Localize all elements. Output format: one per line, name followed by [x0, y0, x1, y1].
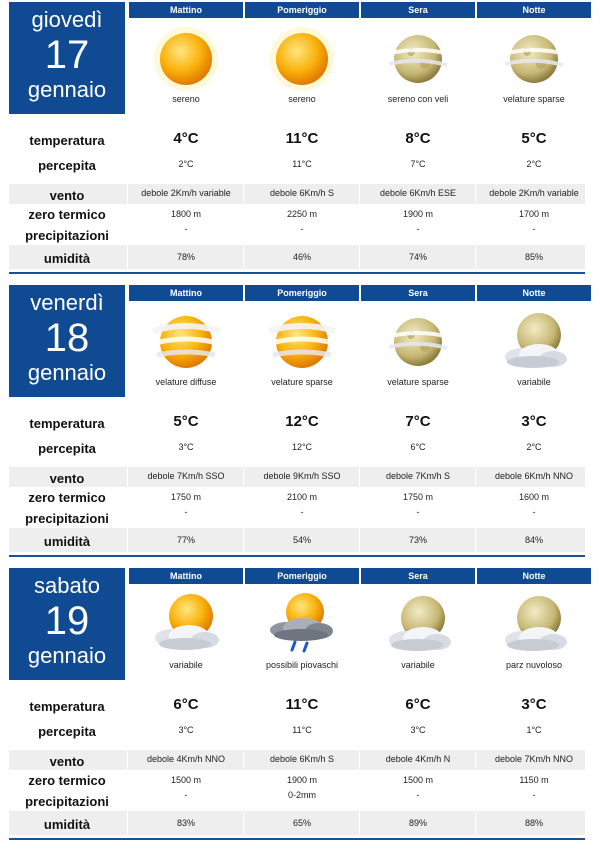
label-zero-termico: zero termico [28, 773, 106, 788]
temperature-value: 11°C [285, 130, 319, 147]
temperature-value: 11°C [285, 696, 319, 713]
period-header: Pomeriggio [245, 285, 359, 301]
zero-termico-value: 1500 m [402, 775, 434, 785]
perceived-value: 1°C [526, 725, 542, 735]
zero-termico-value: 1600 m [518, 492, 550, 502]
divider [127, 750, 128, 770]
label-precipitazioni: precipitazioni [25, 228, 109, 243]
temperature-value: 3°C [521, 696, 547, 713]
wind-value: debole 6Km/h ESE [379, 188, 457, 198]
divider [475, 750, 476, 770]
weather-description: velature sparse [503, 94, 565, 104]
sun-icon [129, 18, 243, 88]
perceived-value: 2°C [526, 442, 542, 452]
perceived-value: 3°C [178, 725, 194, 735]
temperature-value: 3°C [521, 413, 547, 430]
weather-description: velature sparse [271, 377, 333, 387]
period-column [245, 285, 359, 397]
label-temperatura: temperatura [29, 133, 105, 148]
temperature-value: 7°C [405, 413, 431, 430]
weather-description: possibili piovaschi [265, 660, 339, 670]
sun-veiled-icon [129, 301, 243, 371]
perceived-value: 7°C [410, 159, 426, 169]
divider [359, 245, 360, 269]
temperature-value: 4°C [173, 130, 199, 147]
moon-cloud-icon [361, 584, 475, 654]
precipitation-value: - [532, 507, 536, 517]
weather-description: velature sparse [387, 377, 449, 387]
perceived-value: 2°C [526, 159, 542, 169]
precipitation-value: - [184, 507, 188, 517]
precipitation-value: - [416, 507, 420, 517]
divider [359, 528, 360, 552]
day-number: 19 [44, 599, 90, 643]
period-header: Notte [477, 285, 591, 301]
label-zero-termico: zero termico [28, 207, 106, 222]
period-header: Sera [361, 2, 475, 18]
day-number: 17 [44, 33, 90, 77]
moon-veiled-icon [361, 301, 475, 371]
wind-value: debole 6Km/h S [269, 188, 335, 198]
humidity-value: 88% [524, 818, 543, 828]
moon-cloud-icon [477, 301, 591, 371]
zero-termico-value: 2100 m [286, 492, 318, 502]
divider [243, 467, 244, 487]
period-header: Mattino [129, 2, 243, 18]
perceived-value: 3°C [410, 725, 426, 735]
divider [127, 245, 128, 269]
weather-description: sereno [288, 94, 316, 104]
period-header: Sera [361, 285, 475, 301]
period-column [129, 2, 243, 114]
divider [243, 245, 244, 269]
label-temperatura: temperatura [29, 699, 105, 714]
divider [243, 750, 244, 770]
period-column [477, 2, 591, 114]
label-temperatura: temperatura [29, 416, 105, 431]
divider [243, 811, 244, 835]
divider [243, 184, 244, 204]
divider [359, 811, 360, 835]
period-header: Mattino [129, 568, 243, 584]
sun-cloud-icon [129, 584, 243, 654]
wind-value: debole 2Km/h variable [489, 188, 579, 198]
zero-termico-value: 1750 m [170, 492, 202, 502]
divider [127, 528, 128, 552]
zero-termico-value: 1900 m [286, 775, 318, 785]
divider [359, 467, 360, 487]
zero-termico-value: 1150 m [519, 775, 549, 785]
divider [475, 811, 476, 835]
divider [359, 184, 360, 204]
period-header: Pomeriggio [245, 568, 359, 584]
label-percepita: percepita [38, 158, 96, 173]
humidity-value: 73% [408, 535, 427, 545]
precipitation-value: - [300, 224, 304, 234]
day-forecast [9, 285, 585, 557]
zero-termico-value: 1750 m [402, 492, 434, 502]
weather-description: variabile [169, 660, 203, 670]
wind-value: debole 2Km/h variable [141, 188, 231, 198]
wind-value: debole 7Km/h SSO [147, 471, 225, 481]
temperature-value: 6°C [173, 696, 199, 713]
zero-termico-value: 1800 m [170, 209, 202, 219]
period-column [129, 568, 243, 680]
precipitation-value: - [184, 224, 188, 234]
perceived-value: 12°C [291, 442, 313, 452]
divider [127, 184, 128, 204]
weekday: giovedì [31, 7, 103, 32]
month: gennaio [27, 360, 107, 385]
temperature-value: 5°C [173, 413, 199, 430]
wind-value: debole 7Km/h NNO [494, 754, 574, 764]
wind-value: debole 6Km/h S [269, 754, 335, 764]
period-header: Sera [361, 568, 475, 584]
temperature-value: 5°C [521, 130, 547, 147]
sun-icon [245, 18, 359, 88]
label-vento: vento [49, 754, 85, 769]
zero-termico-value: 2250 m [286, 209, 318, 219]
precipitation-value: - [416, 224, 420, 234]
moon-cloud-icon [477, 584, 591, 654]
humidity-value: 74% [408, 252, 427, 262]
precipitation-value: - [184, 790, 188, 800]
label-zero-termico: zero termico [28, 490, 106, 505]
precipitation-value: - [416, 790, 420, 800]
humidity-value: 46% [292, 252, 311, 262]
humidity-value: 85% [524, 252, 543, 262]
wind-value: debole 4Km/h N [385, 754, 451, 764]
period-column [477, 285, 591, 397]
moon-veiled-icon [477, 18, 591, 88]
precipitation-value: 0-2mm [287, 790, 316, 800]
divider [475, 245, 476, 269]
humidity-value: 77% [176, 535, 195, 545]
wind-value: debole 9Km/h SSO [263, 471, 341, 481]
wind-value: debole 4Km/h NNO [146, 754, 226, 764]
period-column [361, 568, 475, 680]
humidity-value: 89% [408, 818, 427, 828]
period-column [245, 2, 359, 114]
temperature-value: 6°C [405, 696, 431, 713]
zero-termico-value: 1500 m [170, 775, 202, 785]
divider [475, 528, 476, 552]
weather-description: parz nuvoloso [505, 660, 563, 670]
weather-description: variabile [517, 377, 551, 387]
perceived-value: 6°C [410, 442, 426, 452]
label-percepita: percepita [38, 441, 96, 456]
period-header: Mattino [129, 285, 243, 301]
label-vento: vento [49, 471, 85, 486]
period-header: Pomeriggio [245, 2, 359, 18]
humidity-value: 54% [292, 535, 311, 545]
sun-veiled-icon [245, 301, 359, 371]
period-column [245, 568, 359, 680]
divider [475, 184, 476, 204]
humidity-value: 65% [292, 818, 311, 828]
divider [359, 750, 360, 770]
divider [475, 467, 476, 487]
weather-description: sereno con veli [387, 94, 449, 104]
weather-description: variabile [401, 660, 435, 670]
period-header: Notte [477, 2, 591, 18]
humidity-value: 78% [176, 252, 195, 262]
label-vento: vento [49, 188, 85, 203]
month: gennaio [27, 77, 107, 102]
weather-description: velature diffuse [155, 377, 217, 387]
label-precipitazioni: precipitazioni [25, 794, 109, 809]
zero-termico-value: 1900 m [402, 209, 434, 219]
precipitation-value: - [300, 507, 304, 517]
precipitation-value: - [532, 790, 536, 800]
period-column [129, 285, 243, 397]
month: gennaio [27, 643, 107, 668]
perceived-value: 11°C [292, 159, 312, 169]
divider [127, 467, 128, 487]
wind-value: debole 7Km/h S [385, 471, 451, 481]
period-column [361, 285, 475, 397]
temperature-value: 12°C [285, 413, 319, 430]
day-forecast [9, 2, 585, 274]
label-percepita: percepita [38, 724, 96, 739]
perceived-value: 11°C [292, 725, 312, 735]
weekday: sabato [33, 573, 101, 598]
label-umidita: umidità [43, 534, 91, 549]
humidity-value: 84% [524, 535, 543, 545]
date-box [9, 285, 125, 397]
temperature-value: 8°C [405, 130, 431, 147]
day-number: 18 [44, 316, 90, 360]
period-column [361, 2, 475, 114]
divider [243, 528, 244, 552]
day-forecast [9, 568, 585, 840]
label-precipitazioni: precipitazioni [25, 511, 109, 526]
label-umidita: umidità [43, 251, 91, 266]
divider [127, 811, 128, 835]
date-box [9, 2, 125, 114]
weekday: venerdì [30, 290, 104, 315]
label-umidita: umidità [43, 817, 91, 832]
sun-rain-icon [245, 584, 359, 654]
precipitation-value: - [532, 224, 536, 234]
humidity-value: 83% [176, 818, 195, 828]
perceived-value: 3°C [178, 442, 194, 452]
date-box [9, 568, 125, 680]
zero-termico-value: 1700 m [518, 209, 550, 219]
period-column [477, 568, 591, 680]
moon-veiled-icon [361, 18, 475, 88]
weather-description: sereno [172, 94, 200, 104]
perceived-value: 2°C [178, 159, 194, 169]
period-header: Notte [477, 568, 591, 584]
wind-value: debole 6Km/h NNO [494, 471, 574, 481]
